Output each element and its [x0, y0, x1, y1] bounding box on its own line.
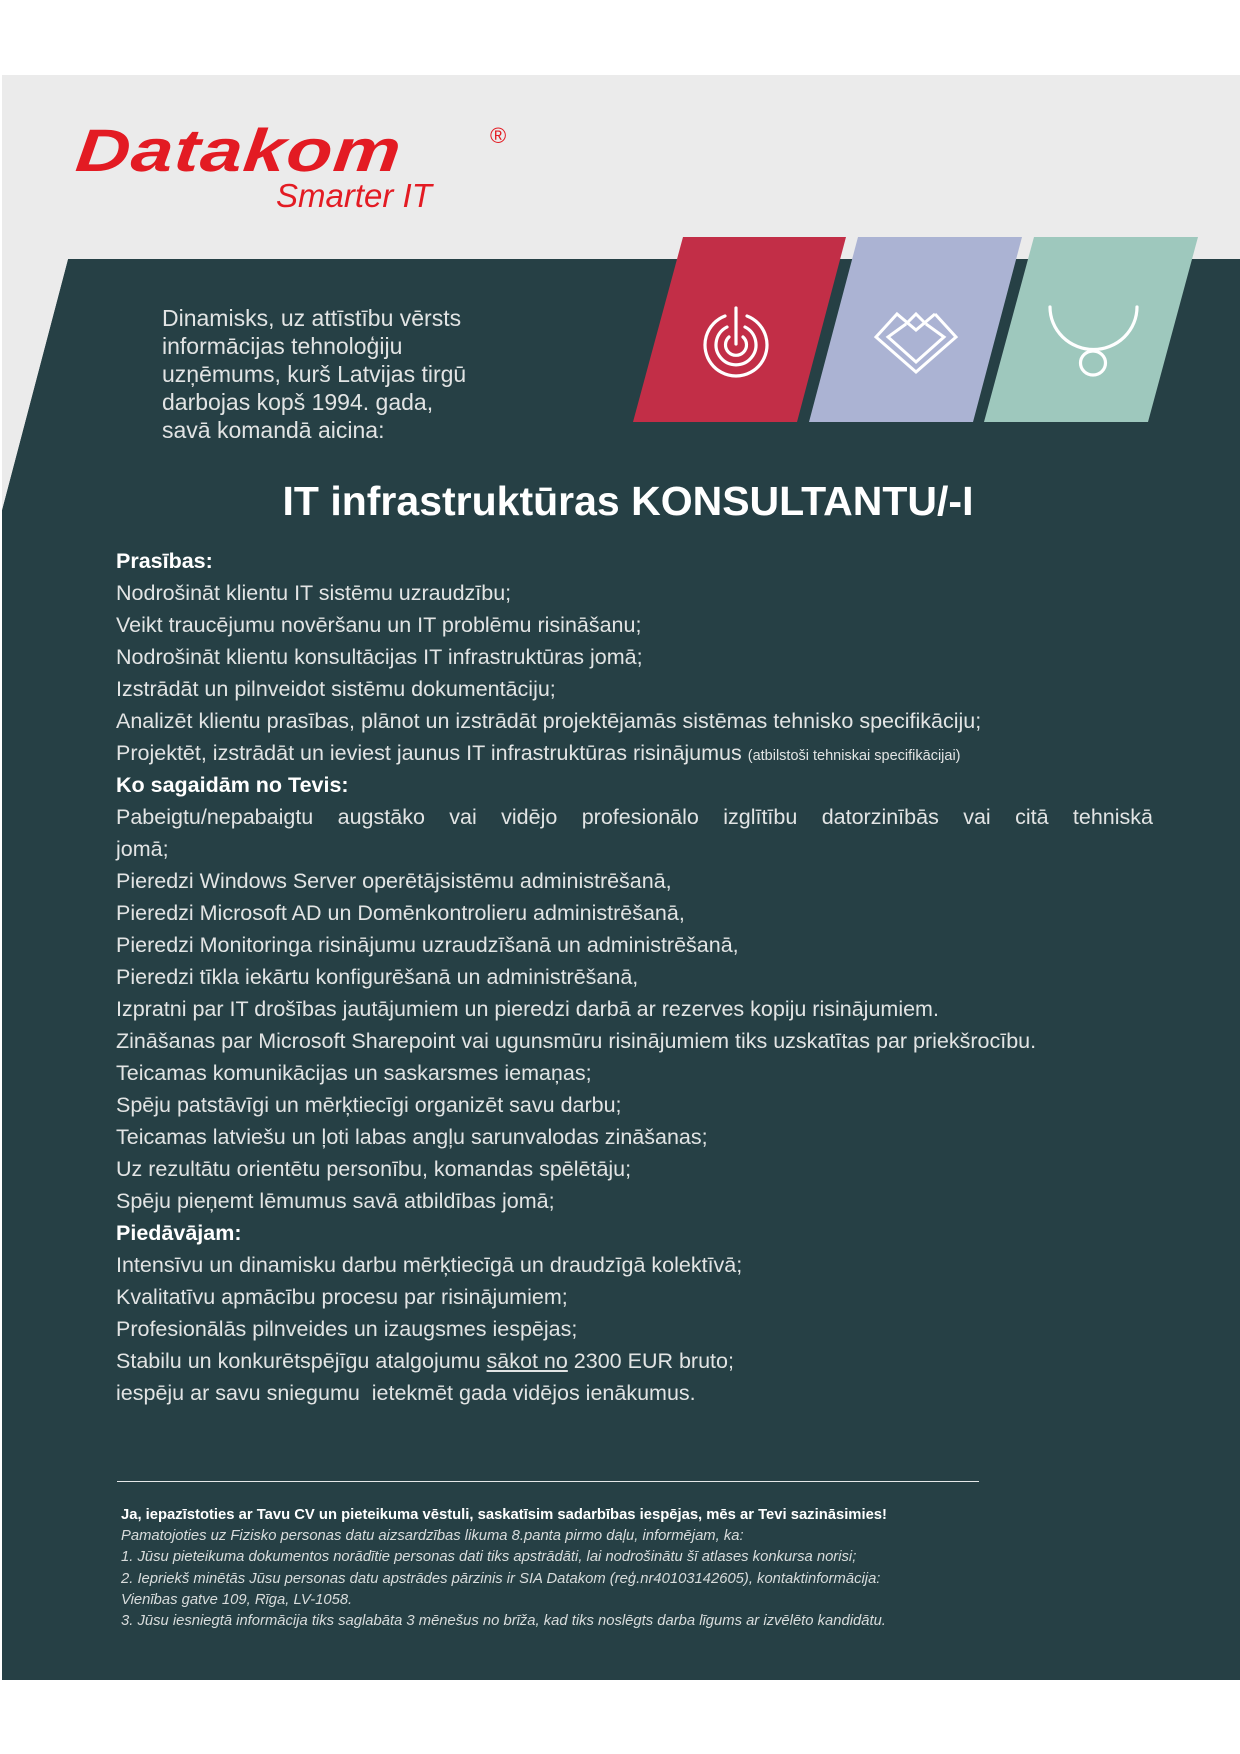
- list-item-text: Spēju pieņemt lēmumus savā atbildības jomā;: [116, 1189, 555, 1213]
- list-item: [116, 1185, 1153, 1217]
- list-item-text: Profesionālās pilnveides un izaugsmes iespējas;: [116, 1317, 578, 1341]
- list-item: [116, 929, 1153, 961]
- list-item-text: Projektēt, izstrādāt un ieviest jaunus IT infrastruktūras risinājumus: [116, 741, 742, 765]
- list-item-text: Pieredzi Microsoft AD un Domēnkontrolieru administrēšanā,: [116, 901, 685, 925]
- list-item-note: (atbilstoši tehniskai specifikācijai): [747, 748, 961, 764]
- list-item: [116, 609, 1153, 641]
- list-item: [116, 1281, 1153, 1313]
- intro-line: Dinamisks, uz attīstību vērsts: [162, 305, 462, 331]
- list-item-text: Izstrādāt un pilnveidot sistēmu dokumentāciju;: [116, 677, 556, 701]
- intro-line: informācijas tehnoloģiju: [162, 333, 403, 359]
- intro-line: uzņēmums, kurš Latvijas tirgū: [162, 361, 467, 387]
- privacy-notice-line: Vienības gatve 109, Rīga, LV-1058.: [121, 1591, 353, 1608]
- section-expectations: [116, 769, 1153, 1217]
- section-heading: Ko sagaidām no Tevis:: [116, 773, 349, 797]
- list-item-text: Analizēt klientu prasības, plānot un izstrādāt projektējamās sistēmas tehnisko specifikāciju;: [116, 709, 982, 733]
- list-item-text: Izpratni par IT drošības jautājumiem un pieredzi darbā ar rezerves kopiju risinājumiem.: [116, 997, 939, 1021]
- job-title: IT infrastruktūras KONSULTANTU/-I: [282, 478, 974, 524]
- list-item: [116, 1153, 1153, 1185]
- list-item: [116, 1121, 1153, 1153]
- list-item: [116, 673, 1153, 705]
- list-item-text: Stabilu un konkurētspējīgu atalgojumu: [116, 1349, 481, 1373]
- company-intro: [162, 304, 542, 444]
- list-item-text: Spēju patstāvīgi un mērķtiecīgi organizēt savu darbu;: [116, 1093, 622, 1117]
- list-item-text: Intensīvu un dinamisku darbu mērķtiecīgā un draudzīgā kolektīvā;: [116, 1253, 743, 1277]
- list-item: [116, 1089, 1153, 1121]
- privacy-notice-line: Pamatojoties uz Fizisko personas datu aizsardzības likuma 8.panta pirmo daļu, informējam, ka:: [121, 1528, 744, 1545]
- list-item-text: Kvalitatīvu apmācību procesu par risinājumiem;: [116, 1285, 568, 1309]
- list-item-text: Teicamas latviešu un ļoti labas angļu sarunvalodas zināšanas;: [116, 1125, 708, 1149]
- list-item: [116, 1249, 1153, 1281]
- list-item: [116, 1377, 1153, 1409]
- list-item-text: Pieredzi tīkla iekārtu konfigurēšanā un administrēšanā,: [116, 965, 639, 989]
- section-heading: Prasības:: [116, 549, 213, 573]
- list-item-text: Nodrošināt klientu konsultācijas IT infrastruktūras jomā;: [116, 645, 643, 669]
- logo-tagline: Smarter IT: [276, 177, 432, 214]
- list-item-text: Pabeigtu/nepabaigtu augstāko vai vidējo profesionālo izglītību datorzinībās vai citā tehniskā: [116, 805, 1153, 829]
- list-item: [116, 641, 1153, 673]
- list-item-text: Teicamas komunikācijas un saskarsmes iemaņas;: [116, 1061, 592, 1085]
- list-item: [116, 961, 1153, 993]
- list-item-text: Nodrošināt klientu IT sistēmu uzraudzību;: [116, 581, 512, 605]
- salary-amount: 2300 EUR bruto;: [573, 1349, 734, 1373]
- list-item: [116, 1313, 1153, 1345]
- job-description: [116, 545, 1153, 1409]
- list-item-text: Veikt traucējumu novēršanu un IT problēmu risināšanu;: [116, 613, 642, 637]
- footer: [121, 1505, 1121, 1632]
- list-item-text: Pieredzi Windows Server operētājsistēmu administrēšanā,: [116, 869, 672, 893]
- list-item-text: Pieredzi Monitoringa risinājumu uzraudzīšanā un administrēšanā,: [116, 933, 739, 957]
- footer-divider: [117, 1481, 979, 1482]
- privacy-notice-line: 2. Iepriekš minētās Jūsu personas datu apstrādes pārzinis ir SIA Datakom (reģ.nr40103142605), kontaktinformācija:: [121, 1570, 881, 1587]
- privacy-notice-line: 3. Jūsu iesniegtā informācija tiks saglabāta 3 mēnešus no brīža, kad tiks noslēgts darba līgums ar izvēlēto kandidātu.: [121, 1612, 886, 1629]
- logo-wordmark: Datakom: [72, 117, 406, 184]
- intro-line: darbojas kopš 1994. gada,: [162, 389, 434, 415]
- list-item: [116, 833, 1153, 865]
- section-heading: Piedāvājam:: [116, 1221, 242, 1245]
- section-offer: [116, 1217, 1153, 1409]
- footer-callout: Ja, iepazīstoties ar Tavu CV un pieteikuma vēstuli, saskatīsim sadarbības iespējas, mēs ar Tevi sazināsimies!: [121, 1507, 887, 1523]
- section-requirements: [116, 545, 1153, 769]
- list-item: [116, 705, 1153, 737]
- list-item-text: jomā;: [116, 837, 169, 861]
- list-item: [116, 1057, 1153, 1089]
- list-item: [116, 897, 1153, 929]
- list-item: [116, 1025, 1153, 1057]
- privacy-notice-line: 1. Jūsu pieteikuma dokumentos norādītie personas dati tiks apstrādāti, lai nodrošinātu šī atlases konkursa norisi;: [121, 1549, 857, 1566]
- list-item-text: Zināšanas par Microsoft Sharepoint vai ugunsmūru risinājumiem tiks uzskatītas par priekšrocību.: [116, 1029, 1037, 1053]
- list-item: [116, 993, 1153, 1025]
- registered-mark: ®: [490, 123, 507, 148]
- list-item-text: iespēju ar savu sniegumu ietekmēt gada vidējos ienākumus.: [116, 1381, 696, 1405]
- list-item: [116, 801, 1153, 833]
- list-item-text: Uz rezultātu orientētu personību, komandas spēlētāju;: [116, 1157, 632, 1181]
- intro-line: savā komandā aicina:: [162, 417, 385, 443]
- list-item: [116, 865, 1153, 897]
- list-item: [116, 577, 1153, 609]
- salary-emphasis: sākot no: [486, 1349, 568, 1373]
- list-item: [116, 737, 1153, 769]
- list-item: [116, 1345, 1153, 1377]
